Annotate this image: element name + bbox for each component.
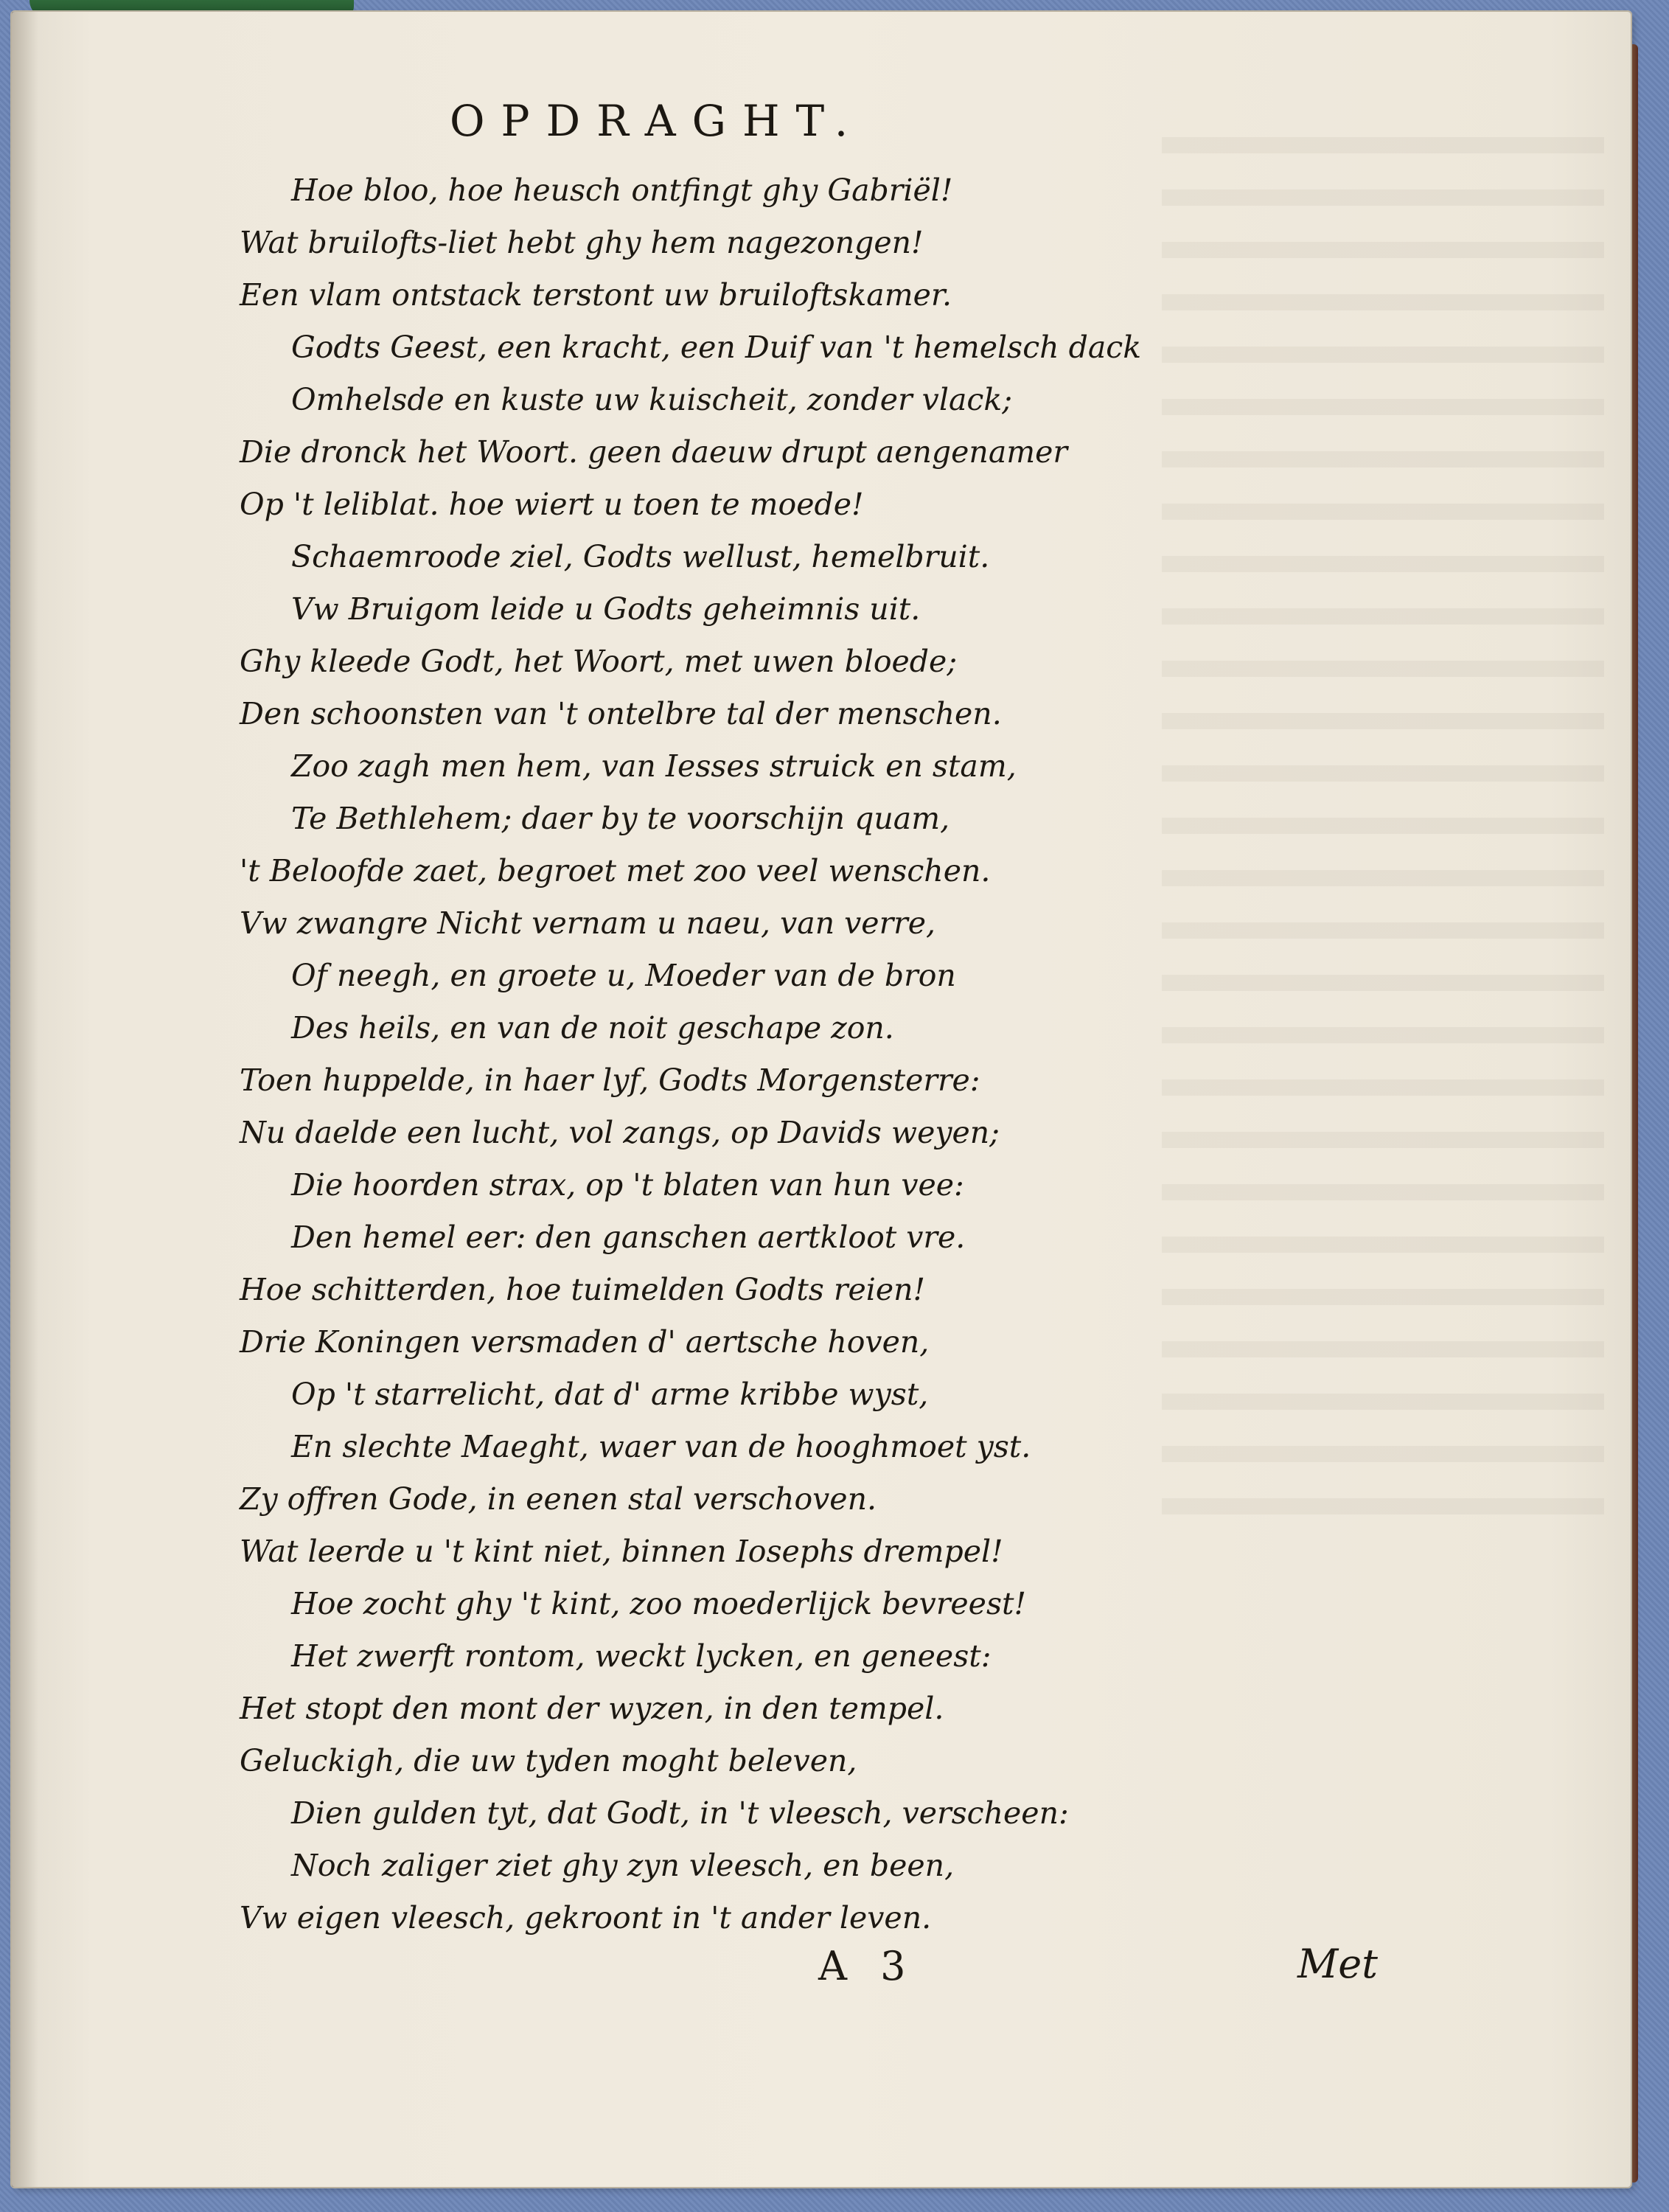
poem-line: Vw eigen vleesch, gekroont in 't ander leven.	[240, 1900, 932, 1935]
poem-line: Het stopt den mont der wyzen, in den tempel.	[240, 1691, 944, 1726]
poem-line: Vw zwangre Nicht vernam u naeu, van verre,	[240, 905, 936, 941]
running-header: OPDRAGHT.	[450, 96, 865, 146]
poem-line: En slechte Maeght, waer van de hooghmoet yst.	[291, 1429, 1031, 1464]
poem-line: Het zwerft rontom, weckt lycken, en geneest:	[291, 1638, 992, 1674]
poem-line: Te Bethlehem; daer by te voorschijn quam,	[291, 801, 950, 836]
poem-line: Des heils, en van de noit geschape zon.	[291, 1010, 894, 1046]
poem-line: Drie Koningen versmaden d' aertsche hoven,	[240, 1324, 930, 1360]
poem-line: Den schoonsten van 't ontelbre tal der menschen.	[240, 696, 1002, 731]
poem-line: Schaemroode ziel, Godts wellust, hemelbruit.	[291, 539, 990, 574]
poem-line: Dien gulden tyt, dat Godt, in 't vleesch, verscheen:	[291, 1795, 1069, 1831]
poem-line: Of neegh, en groete u, Moeder van de bron	[291, 958, 956, 993]
poem-line: Noch zaliger ziet ghy zyn vleesch, en been,	[291, 1848, 955, 1883]
show-through-text	[1162, 137, 1604, 1538]
poem-line: Geluckigh, die uw tyden moght beleven,	[240, 1743, 857, 1778]
poem-line: Zy offren Gode, in eenen stal verschoven.	[240, 1481, 877, 1517]
poem-line: Een vlam ontstack terstont uw bruiloftskamer.	[240, 277, 952, 313]
poem-line: Toen huppelde, in haer lyf, Godts Morgensterre:	[240, 1062, 980, 1098]
poem-line: Hoe bloo, hoe heusch ontfingt ghy Gabriël!	[291, 173, 953, 208]
poem-line: Omhelsde en kuste uw kuischeit, zonder vlack;	[291, 382, 1013, 417]
catchword: Met	[1297, 1941, 1378, 1987]
poem-line: Die hoorden strax, op 't blaten van hun vee:	[291, 1167, 964, 1203]
page-gutter-shadow	[12, 12, 38, 2187]
poem-line: Vw Bruigom leide u Godts geheimnis uit.	[291, 591, 921, 627]
poem-line: Den hemel eer: den ganschen aertkloot vre.	[291, 1220, 966, 1255]
poem-line: Ghy kleede Godt, het Woort, met uwen bloede;	[240, 644, 958, 679]
poem-line: Hoe schitterden, hoe tuimelden Godts reien!	[240, 1272, 925, 1307]
poem-line: Hoe zocht ghy 't kint, zoo moederlijck bevreest!	[291, 1586, 1026, 1621]
poem-line: Nu daelde een lucht, vol zangs, op Davids weyen;	[240, 1115, 1000, 1150]
poem-line: Die dronck het Woort. geen daeuw drupt aengenamer	[240, 434, 1068, 470]
poem-line: 't Beloofde zaet, begroet met zoo veel wenschen.	[240, 853, 991, 888]
poem-line: Op 't leliblat. hoe wiert u toen te moede!	[240, 487, 864, 522]
poem-line: Wat bruilofts-liet hebt ghy hem nagezongen!	[240, 225, 924, 260]
poem-line: Godts Geest, een kracht, een Duif van 't hemelsch dack	[291, 330, 1142, 365]
signature-mark: A 3	[818, 1943, 916, 1989]
poem-line: Op 't starrelicht, dat d' arme kribbe wyst,	[291, 1377, 929, 1412]
poem-line: Wat leerde u 't kint niet, binnen Iosephs drempel!	[240, 1534, 1003, 1569]
poem-line: Zoo zagh men hem, van Iesses struick en stam,	[291, 748, 1017, 784]
